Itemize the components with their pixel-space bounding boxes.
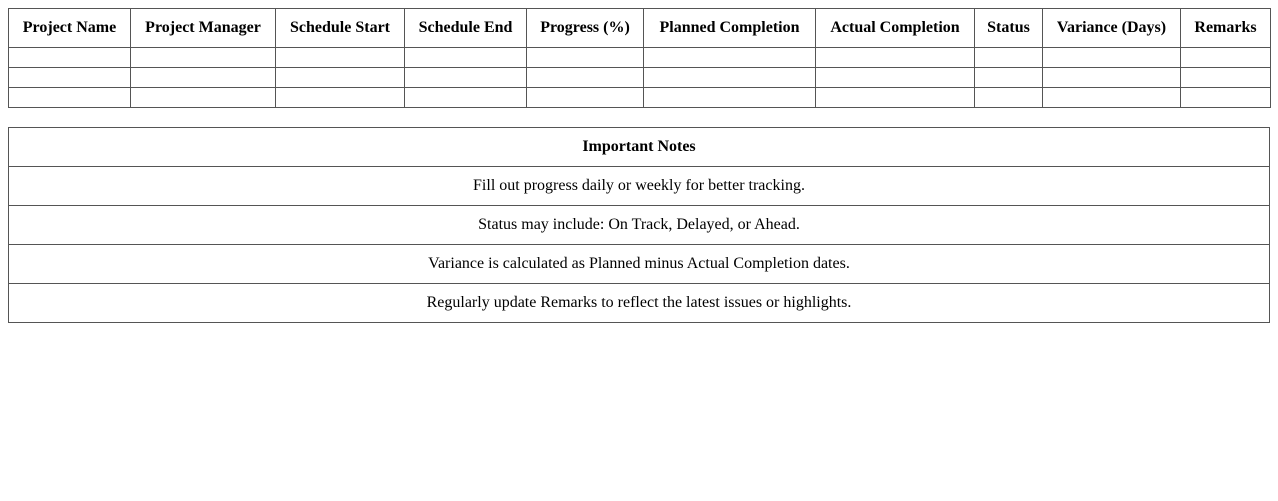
note-item: Fill out progress daily or weekly for better tracking. — [9, 167, 1270, 206]
column-header-project-name: Project Name — [9, 9, 131, 48]
table-cell[interactable] — [527, 48, 644, 68]
table-cell[interactable] — [131, 88, 276, 108]
table-cell[interactable] — [9, 48, 131, 68]
table-cell[interactable] — [644, 48, 816, 68]
table-row — [9, 88, 1271, 108]
column-header-schedule-start: Schedule Start — [276, 9, 405, 48]
table-row — [9, 48, 1271, 68]
table-cell[interactable] — [276, 68, 405, 88]
column-header-planned-completion: Planned Completion — [644, 9, 816, 48]
table-cell[interactable] — [1181, 88, 1271, 108]
table-cell[interactable] — [975, 48, 1043, 68]
table-header-row — [9, 9, 1271, 48]
column-header-progress: Progress (%) — [527, 9, 644, 48]
table-cell[interactable] — [1043, 48, 1181, 68]
project-tracker-table — [8, 8, 1271, 108]
note-item: Variance is calculated as Planned minus Actual Completion dates. — [9, 245, 1270, 284]
table-cell[interactable] — [644, 68, 816, 88]
table-cell[interactable] — [131, 48, 276, 68]
table-row — [9, 68, 1271, 88]
column-header-remarks: Remarks — [1181, 9, 1271, 48]
table-cell[interactable] — [1043, 88, 1181, 108]
important-notes-table — [8, 127, 1270, 323]
note-item: Regularly update Remarks to reflect the latest issues or highlights. — [9, 284, 1270, 323]
table-cell[interactable] — [1181, 48, 1271, 68]
table-cell[interactable] — [816, 48, 975, 68]
table-cell[interactable] — [276, 48, 405, 68]
table-cell[interactable] — [1043, 68, 1181, 88]
table-cell[interactable] — [975, 88, 1043, 108]
column-header-variance: Variance (Days) — [1043, 9, 1181, 48]
table-cell[interactable] — [527, 68, 644, 88]
column-header-status: Status — [975, 9, 1043, 48]
column-header-project-manager: Project Manager — [131, 9, 276, 48]
table-cell[interactable] — [527, 88, 644, 108]
column-header-actual-completion: Actual Completion — [816, 9, 975, 48]
table-cell[interactable] — [816, 88, 975, 108]
table-cell[interactable] — [1181, 68, 1271, 88]
note-item: Status may include: On Track, Delayed, or Ahead. — [9, 206, 1270, 245]
table-cell[interactable] — [131, 68, 276, 88]
table-cell[interactable] — [405, 68, 527, 88]
table-cell[interactable] — [405, 48, 527, 68]
table-cell[interactable] — [644, 88, 816, 108]
page-content — [8, 8, 1270, 323]
notes-title: Important Notes — [9, 128, 1270, 167]
column-header-schedule-end: Schedule End — [405, 9, 527, 48]
table-cell[interactable] — [9, 88, 131, 108]
table-cell[interactable] — [975, 68, 1043, 88]
table-cell[interactable] — [9, 68, 131, 88]
table-cell[interactable] — [405, 88, 527, 108]
table-cell[interactable] — [816, 68, 975, 88]
table-cell[interactable] — [276, 88, 405, 108]
